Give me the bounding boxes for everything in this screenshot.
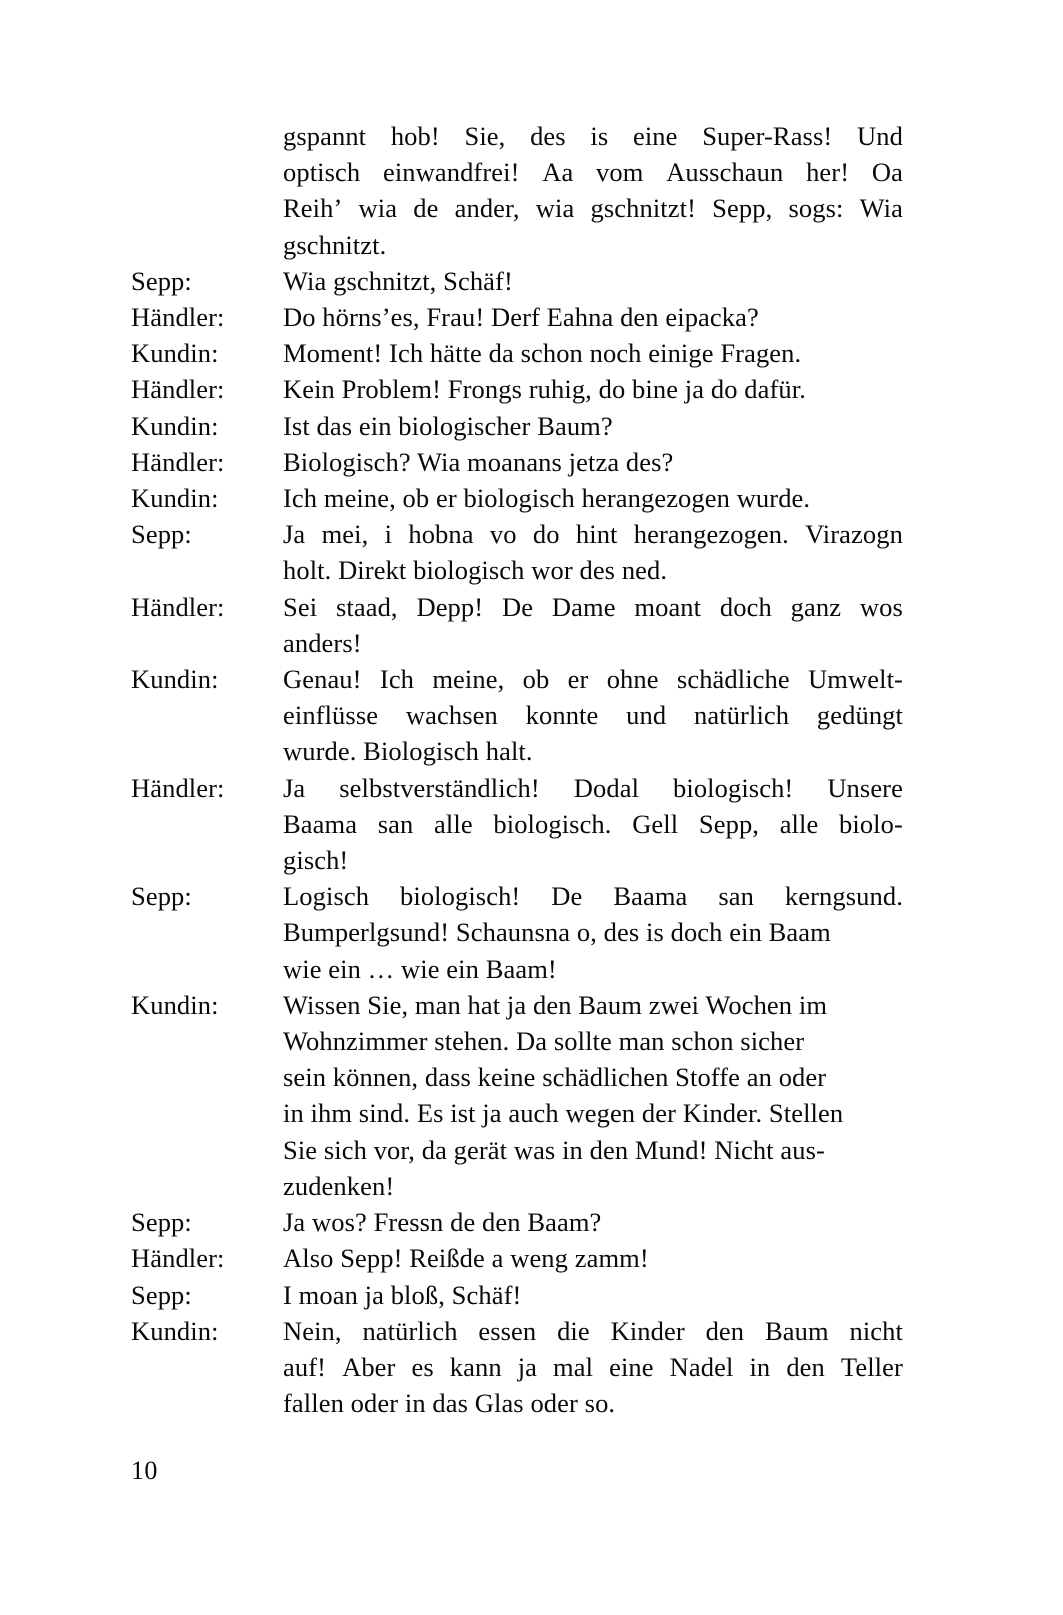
text-line: Wia gschnitzt, Schäf! <box>283 265 513 296</box>
word: Logisch <box>283 881 370 912</box>
word: Unsere <box>827 772 903 803</box>
word: sogs: <box>788 193 844 224</box>
speaker-label: Kundin: <box>131 410 219 441</box>
word: den <box>786 1351 825 1382</box>
dialogue-body <box>131 118 903 1421</box>
text-line: zudenken! <box>283 1170 395 1201</box>
dialogue-text <box>283 1277 903 1313</box>
text-line: gisch! <box>283 845 349 876</box>
text-line: Wohnzimmer stehen. Da sollte man schon sicher <box>283 1026 805 1057</box>
text-line <box>283 118 903 154</box>
word: Sie, <box>464 121 506 151</box>
word: wachsen <box>405 700 498 731</box>
speaker-label: Händler: <box>131 374 225 405</box>
word: doch <box>719 591 772 622</box>
dialogue-text <box>283 118 903 263</box>
word: Sepp, <box>712 193 773 224</box>
dialogue-text <box>283 335 903 371</box>
text-line: holt. Direkt biologisch wor des ned. <box>283 555 668 586</box>
dialogue-row <box>131 987 903 1204</box>
word: vo <box>489 519 517 550</box>
word: die <box>557 1315 590 1346</box>
word: Aber <box>342 1351 396 1382</box>
word: konnte <box>525 700 599 731</box>
word: ganz <box>790 591 842 622</box>
text-line <box>283 806 903 842</box>
word: hobna <box>408 519 474 550</box>
speaker-label: Händler: <box>131 591 225 622</box>
word: vom <box>596 157 644 188</box>
text-line <box>283 770 903 806</box>
word: Sei <box>283 591 318 622</box>
dialogue-text <box>283 1313 903 1422</box>
text-line: Sie sich vor, da gerät was in den Mund! Nicht aus- <box>283 1134 825 1165</box>
text-line: Ja wos? Fressn de den Baam? <box>283 1207 602 1238</box>
word: den <box>705 1315 745 1346</box>
text-line <box>283 1313 903 1349</box>
text-line: gschnitzt. <box>283 229 387 260</box>
word: Baama <box>613 881 688 912</box>
word: schädliche <box>676 664 790 695</box>
text-line: Moment! Ich hätte da schon noch einige Fragen. <box>283 338 802 369</box>
word: gspannt <box>283 121 367 151</box>
text-line: Biologisch? Wia moanans jetza des? <box>283 446 674 477</box>
word: ob <box>522 664 550 695</box>
text-line: Ich meine, ob er biologisch herangezogen wurde. <box>283 483 811 514</box>
dialogue-row <box>131 661 903 770</box>
speaker-label: Händler: <box>131 302 225 333</box>
word: Wia <box>859 193 903 224</box>
dialogue-text <box>283 371 903 407</box>
word: is <box>590 121 609 151</box>
word: gedüngt <box>816 700 903 731</box>
text-line <box>283 516 903 552</box>
dialogue-text <box>283 516 903 588</box>
word: her! <box>806 157 850 188</box>
text-line: wurde. Biologisch halt. <box>283 736 533 767</box>
dialogue-text <box>283 987 903 1204</box>
speaker-label: Sepp: <box>131 519 192 550</box>
word: wia <box>535 193 575 224</box>
dialogue-row <box>131 1240 903 1276</box>
speaker-label: Händler: <box>131 772 225 803</box>
word: biologisch! <box>673 772 794 803</box>
word: meine, <box>432 664 505 695</box>
text-line: Wissen Sie, man hat ja den Baum zwei Wochen im <box>283 989 828 1020</box>
dialogue-row <box>131 770 903 879</box>
word: wia <box>358 193 398 224</box>
word: Baum <box>764 1315 829 1346</box>
speaker-label: Händler: <box>131 1243 225 1274</box>
word: Depp! <box>416 591 484 622</box>
word: Teller <box>840 1351 903 1382</box>
word: do <box>532 519 560 550</box>
word: es <box>411 1351 434 1382</box>
word: einwandfrei! <box>382 157 520 188</box>
text-line: Kein Problem! Frongs ruhig, do bine ja do dafür. <box>283 374 806 405</box>
dialogue-row <box>131 878 903 987</box>
word: alle <box>434 808 473 839</box>
word: de <box>413 193 439 224</box>
speaker-label: Sepp: <box>131 1279 192 1310</box>
text-line: in ihm sind. Es ist ja auch wegen der Kinder. Stellen <box>283 1098 844 1129</box>
dialogue-text <box>283 878 903 987</box>
word: Baama <box>283 808 358 839</box>
dialogue-text <box>283 299 903 335</box>
word: biologisch. <box>493 808 612 839</box>
word: san <box>377 808 414 839</box>
word: eine <box>609 1351 654 1382</box>
word: ander, <box>454 193 520 224</box>
word: Ausschaun <box>666 157 784 188</box>
word: natürlich <box>694 700 790 731</box>
word: auf! <box>283 1351 327 1382</box>
word: De <box>501 591 534 622</box>
word: Ja <box>283 519 306 550</box>
word: kerngsund. <box>784 881 903 912</box>
dialogue-text <box>283 1240 903 1276</box>
text-line <box>283 697 903 733</box>
word: hint <box>575 519 618 550</box>
word: Ja <box>283 772 306 803</box>
dialogue-row <box>131 299 903 335</box>
word: Dame <box>551 591 616 622</box>
word: Umwelt- <box>808 664 903 695</box>
dialogue-row <box>131 1277 903 1313</box>
text-line: anders! <box>283 627 362 658</box>
text-line <box>283 589 903 625</box>
dialogue-text <box>283 589 903 661</box>
word: herangezogen. <box>633 519 789 550</box>
dialogue-text <box>283 480 903 516</box>
word: moant <box>634 591 702 622</box>
dialogue-text <box>283 263 903 299</box>
word: und <box>626 700 667 731</box>
text-line: Ist das ein biologischer Baum? <box>283 410 613 441</box>
word: san <box>718 881 754 912</box>
word: Dodal <box>573 772 640 803</box>
word: Ich <box>379 664 415 695</box>
speaker-label: Sepp: <box>131 265 192 296</box>
text-line <box>283 878 903 914</box>
text-line: wie ein … wie ein Baam! <box>283 953 557 984</box>
word: mei, <box>321 519 369 550</box>
word: kann <box>449 1351 502 1382</box>
word: ohne <box>606 664 659 695</box>
speaker-label: Kundin: <box>131 483 219 514</box>
speaker-label: Kundin: <box>131 338 219 369</box>
speaker-label: Kundin: <box>131 989 219 1020</box>
dialogue-text <box>283 408 903 444</box>
word: nicht <box>849 1315 903 1346</box>
speaker-label: Händler: <box>131 446 225 477</box>
word: Super-Rass! <box>702 121 833 151</box>
word: Genau! <box>283 664 362 695</box>
dialogue-text <box>283 770 903 879</box>
dialogue-row <box>131 371 903 407</box>
word: Sepp, <box>698 808 760 839</box>
word: selbstverständlich! <box>339 772 540 803</box>
word: wos <box>859 591 903 622</box>
word: mal <box>553 1351 594 1382</box>
word: De <box>551 881 583 912</box>
text-line: I moan ja bloß, Schäf! <box>283 1279 522 1310</box>
dialogue-row <box>131 263 903 299</box>
word: Reih’ <box>283 193 343 224</box>
word: einflüsse <box>283 700 379 731</box>
word: hob! <box>390 121 440 151</box>
dialogue-row <box>131 335 903 371</box>
speaker-label: Kundin: <box>131 1315 219 1346</box>
word: biolo- <box>839 808 903 839</box>
word: eine <box>632 121 678 151</box>
word: ja <box>517 1351 538 1382</box>
speaker-label: Sepp: <box>131 1207 192 1238</box>
word: Und <box>857 121 903 151</box>
text-line: Bumperlgsund! Schaunsna o, des is doch ein Baam <box>283 917 831 948</box>
word: Nein, <box>283 1315 342 1346</box>
text-line: Do hörns’es, Frau! Derf Eahna den eipacka? <box>283 302 759 333</box>
dialogue-row <box>131 480 903 516</box>
word: Virazogn <box>805 519 903 550</box>
speaker-label: Kundin: <box>131 664 219 695</box>
word: staad, <box>335 591 398 622</box>
dialogue-row <box>131 589 903 661</box>
page-number: 10 <box>131 1456 158 1485</box>
word: des <box>530 121 566 151</box>
word: natürlich <box>362 1315 458 1346</box>
text-line: Also Sepp! Reißde a weng zamm! <box>283 1243 649 1274</box>
word: Oa <box>871 157 903 188</box>
dialogue-row <box>131 516 903 588</box>
dialogue-text <box>283 661 903 770</box>
dialogue-text <box>283 444 903 480</box>
word: er <box>567 664 589 695</box>
word: Gell <box>632 808 679 839</box>
word: gschnitzt! <box>590 193 697 224</box>
word: optisch <box>283 157 361 188</box>
dialogue-row <box>131 408 903 444</box>
word: biologisch! <box>400 881 521 912</box>
word: essen <box>478 1315 537 1346</box>
dialogue-row <box>131 118 903 263</box>
text-line: fallen oder in das Glas oder so. <box>283 1388 616 1419</box>
text-line <box>283 190 903 226</box>
word: alle <box>779 808 819 839</box>
word: Kinder <box>610 1315 685 1346</box>
dialogue-text <box>283 1204 903 1240</box>
word: Aa <box>542 157 574 188</box>
dialogue-row <box>131 1204 903 1240</box>
word: Nadel <box>669 1351 734 1382</box>
word: in <box>749 1351 771 1382</box>
speaker-label: Sepp: <box>131 881 192 912</box>
dialogue-row <box>131 444 903 480</box>
word: i <box>384 519 393 550</box>
text-line <box>283 154 903 190</box>
text-line <box>283 661 903 697</box>
text-line <box>283 1349 903 1385</box>
dialogue-row <box>131 1313 903 1422</box>
text-line: sein können, dass keine schädlichen Stoffe an oder <box>283 1062 827 1093</box>
